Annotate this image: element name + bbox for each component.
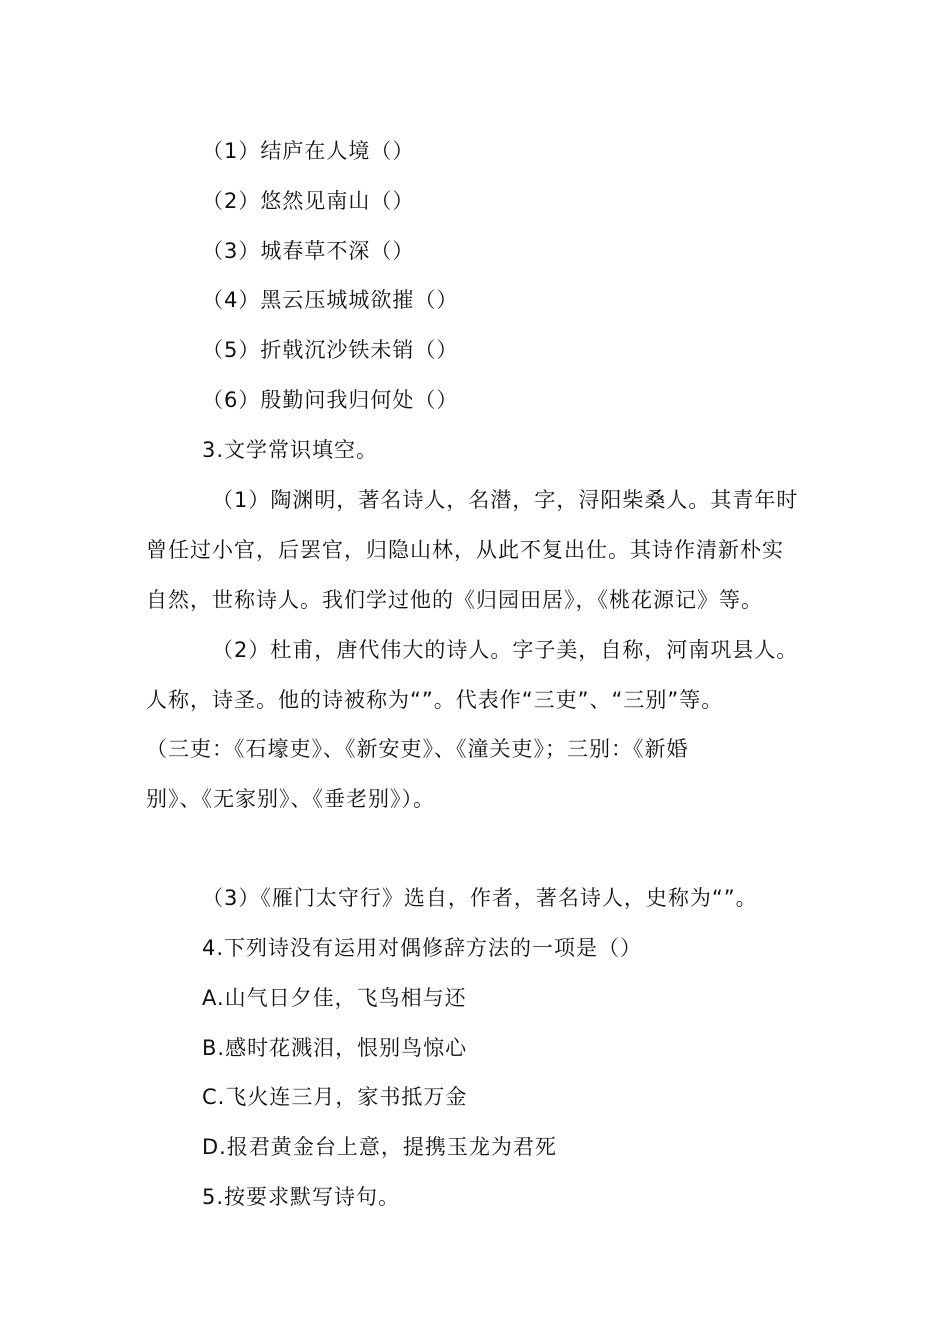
option-a: A.山气日夕佳，飞鸟相与还 (202, 986, 467, 1010)
paragraph-line: （2）杜甫，唐代伟大的诗人。字子美，自称，河南巩县人。 (212, 638, 799, 662)
paragraph-line: （三吏：《石壕吏》、《新安吏》、《潼关吏》；三别：《新婚 (146, 737, 689, 761)
option-c: C.飞火连三月，家书抵万金 (202, 1085, 468, 1109)
paragraph-line: 人称，诗圣。他的诗被称为“”。代表作“三吏”、“三别”等。 (146, 688, 724, 712)
list-item: （6）殷勤问我归何处（） (202, 388, 459, 412)
paragraph-line: （1）陶渊明，著名诗人，名潜，字，浔阳柴桑人。其青年时 (212, 488, 799, 512)
question-4-title: 4.下列诗没有运用对偶修辞方法的一项是（） (202, 936, 643, 960)
list-item: （3）城春草不深（） (202, 239, 415, 263)
list-item: （5）折戟沉沙铁未销（） (202, 338, 459, 362)
paragraph-line: （3）《雁门太守行》选自，作者，著名诗人，史称为“”。 (202, 886, 758, 910)
paragraph-line: 别》、《无家别》、《垂老别》）。 (146, 787, 435, 811)
paragraph-line: 曾任过小官，后罢官，归隐山林，从此不复出仕。其诗作清新朴实 (146, 538, 784, 562)
list-item: （4）黑云压城城欲摧（） (202, 288, 459, 312)
option-d: D.报君黄金台上意，提携玉龙为君死 (202, 1135, 557, 1159)
question-5-title: 5.按要求默写诗句。 (202, 1185, 401, 1209)
list-item: （1）结庐在人境（） (202, 139, 415, 163)
question-3-title: 3.文学常识填空。 (202, 438, 379, 462)
option-b: B.感时花溅泪，恨别鸟惊心 (202, 1036, 468, 1060)
list-item: （2）悠然见南山（） (202, 189, 415, 213)
paragraph-line: 自然，世称诗人。我们学过他的《归园田居》，《桃花源记》等。 (146, 588, 763, 612)
